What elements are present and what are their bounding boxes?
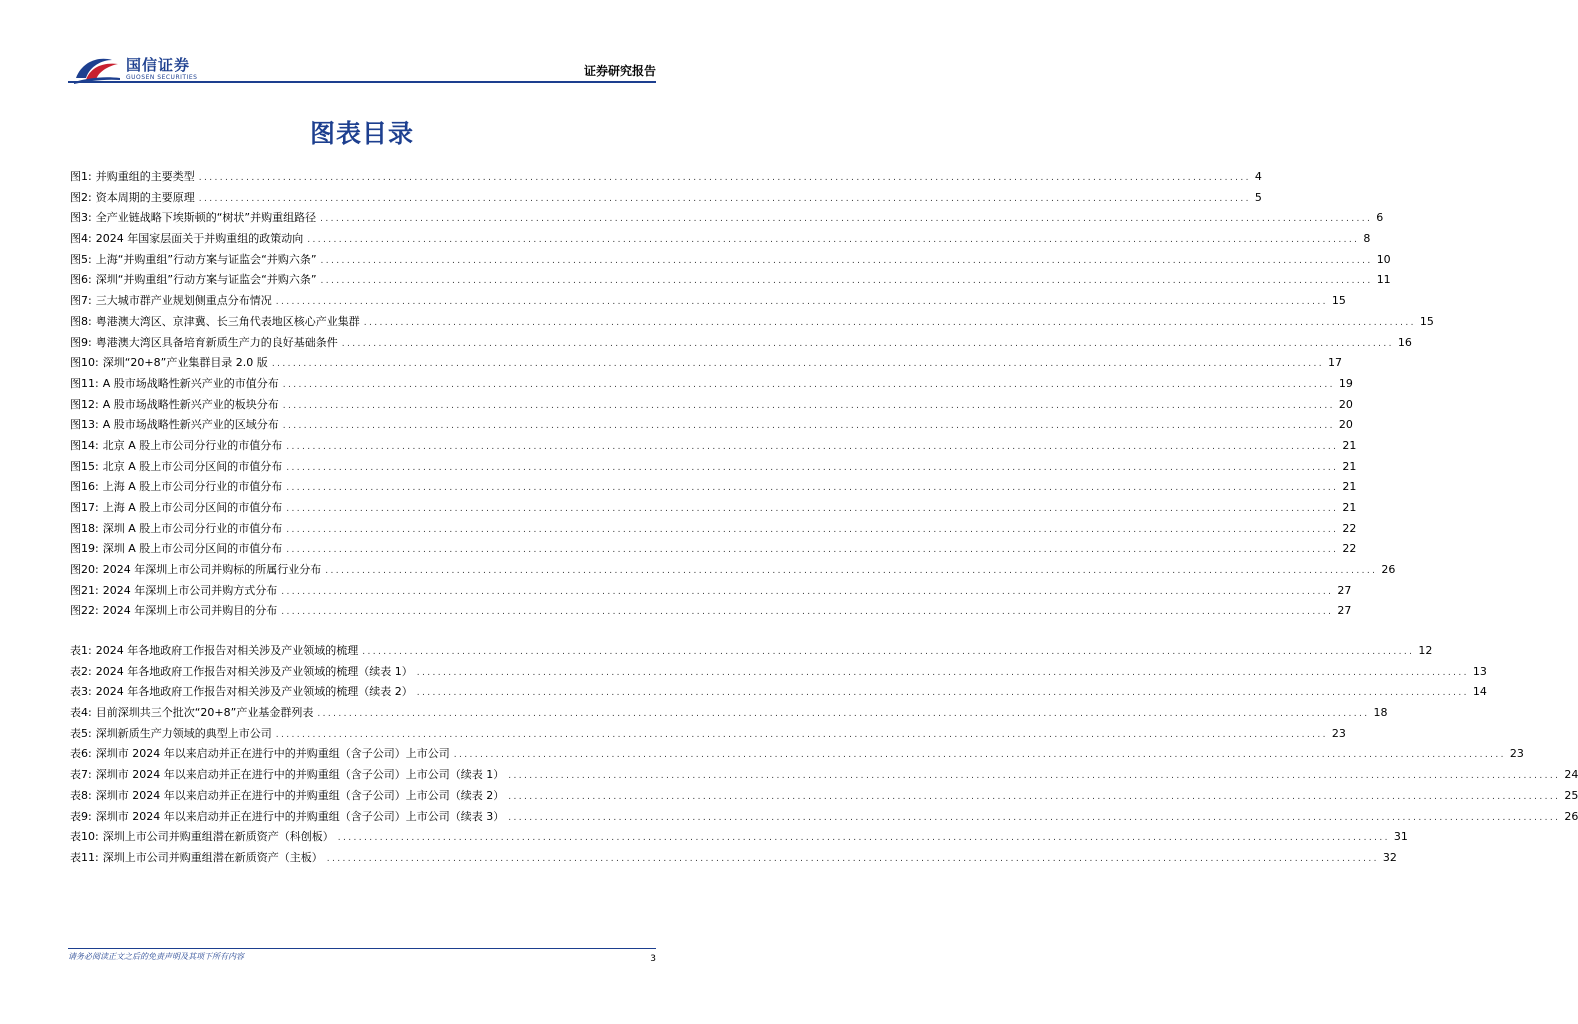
toc-leader-dots: ........................................................................................................................................................................................................ — [363, 317, 1416, 328]
page-header — [0, 0, 724, 90]
toc-leader-dots: ........................................................................................................................................................................................................ — [508, 791, 1561, 802]
figure-toc-entry[interactable] — [70, 271, 1391, 292]
toc-leader-dots: ........................................................................................................................................................................................................ — [198, 173, 1251, 183]
toc-entry-title: 2024 年国家层面关于并购重组的政策动向 — [95, 232, 304, 246]
toc-entry-page: 21 — [1342, 501, 1357, 514]
toc-entry-title: 北京 A 股上市公司分行业的市值分布 — [102, 438, 283, 452]
table-toc-entry[interactable] — [70, 808, 1578, 829]
toc-entry-label: 图7: — [70, 294, 92, 308]
toc-entry-title: 深圳市 2024 年以来启动并正在进行中的并购重组（含子公司）上市公司（续表 1） — [95, 768, 505, 782]
figure-toc-entry[interactable] — [70, 168, 1262, 189]
toc-entry-label: 图1: — [70, 170, 92, 183]
page-title: 图表目录 — [309, 119, 414, 148]
figure-toc-entry[interactable] — [70, 251, 1391, 272]
toc-leader-dots: ........................................................................................................................................................................................................ — [326, 853, 1379, 864]
toc-entry-page: 32 — [1382, 850, 1397, 864]
toc-leader-dots: ........................................................................................................................................................................................................ — [416, 688, 1469, 699]
toc-leader-dots: ........................................................................................................................................................................................................ — [286, 504, 1339, 514]
toc-entry-title: 2024 年深圳上市公司并购标的所属行业分布 — [102, 563, 322, 577]
toc-entry-label: 表6: — [70, 747, 92, 761]
toc-entry-title: 2024 年各地政府工作报告对相关涉及产业领域的梳理 — [95, 644, 359, 657]
toc-entry-label: 图9: — [70, 335, 92, 349]
toc-leader-dots: ........................................................................................................................................................................................................ — [281, 586, 1334, 597]
table-toc-entry[interactable] — [70, 663, 1487, 684]
toc-leader-dots: ........................................................................................................................................................................................................ — [317, 709, 1370, 720]
toc-entry-title: 上海 A 股上市公司分区间的市值分布 — [102, 501, 283, 514]
toc-entry-title: 深圳“并购重组”行动方案与证监会“并购六条” — [95, 273, 317, 287]
figure-toc-entry[interactable] — [70, 540, 1357, 561]
toc-entry-label: 图22: — [70, 604, 99, 618]
toc-entry-page: 20 — [1338, 397, 1353, 411]
toc-entry-page: 21 — [1342, 459, 1357, 473]
toc-entry-page: 10 — [1376, 252, 1391, 266]
toc-entry-label: 表5: — [70, 726, 92, 740]
toc-entry-title: 深圳市 2024 年以来启动并正在进行中的并购重组（含子公司）上市公司（续表 3） — [95, 809, 505, 823]
figure-toc-entry[interactable] — [70, 561, 1396, 582]
toc-entry-page: 18 — [1373, 706, 1388, 720]
toc-entry-label: 表9: — [70, 809, 92, 823]
toc-entry-label: 表10: — [70, 830, 99, 844]
toc-entry-page: 4 — [1254, 170, 1262, 183]
toc-entry-label: 图4: — [70, 232, 92, 246]
toc-leader-dots: ........................................................................................................................................................................................................ — [275, 729, 1328, 740]
toc-entry-title: 粤港澳大湾区具备培育新质生产力的良好基础条件 — [95, 335, 338, 349]
figure-toc-entry[interactable] — [70, 602, 1352, 623]
figure-toc-entry[interactable] — [70, 458, 1357, 479]
table-list — [70, 642, 1578, 870]
figure-toc-entry[interactable] — [70, 499, 1357, 520]
table-toc-entry[interactable] — [70, 766, 1578, 787]
toc-entry-label: 图19: — [70, 542, 99, 556]
table-toc-entry[interactable] — [70, 704, 1388, 725]
toc-entry-page: 13 — [1472, 664, 1487, 678]
figure-toc-entry[interactable] — [70, 520, 1357, 541]
table-toc-entry[interactable] — [70, 828, 1408, 849]
toc-entry-page: 6 — [1376, 211, 1384, 225]
table-toc-entry[interactable] — [70, 725, 1346, 746]
toc-entry-page: 27 — [1337, 583, 1352, 597]
logo-company-name-en: GUOSEN SECURITIES — [126, 74, 198, 81]
figure-toc-entry[interactable] — [70, 313, 1434, 334]
toc-leader-dots: ........................................................................................................................................................................................................ — [341, 338, 1394, 349]
toc-entry-label: 图10: — [70, 356, 99, 370]
toc-entry-page: 5 — [1254, 190, 1262, 204]
toc-leader-dots: ........................................................................................................................................................................................................ — [453, 750, 1506, 761]
toc-entry-label: 图21: — [70, 583, 99, 597]
figure-toc-entry[interactable] — [70, 209, 1384, 230]
toc-entry-page: 31 — [1393, 830, 1408, 844]
toc-entry-page: 23 — [1509, 747, 1524, 761]
toc-entry-label: 图6: — [70, 273, 92, 287]
toc-entry-label: 图13: — [70, 418, 99, 432]
toc-leader-dots: ........................................................................................................................................................................................................ — [281, 607, 1334, 618]
table-toc-entry[interactable] — [70, 683, 1487, 704]
toc-entry-title: A 股市场战略性新兴产业的区域分布 — [102, 418, 279, 432]
toc-entry-page: 11 — [1376, 273, 1391, 287]
toc-entry-label: 图8: — [70, 314, 92, 328]
toc-entry-title: 深圳“20+8”产业集群目录 2.0 版 — [102, 356, 268, 370]
toc-entry-label: 表4: — [70, 706, 92, 720]
toc-leader-dots: ........................................................................................................................................................................................................ — [275, 297, 1328, 308]
toc-leader-dots: ........................................................................................................................................................................................................ — [282, 379, 1335, 390]
toc-entry-title: 上海“并购重组”行动方案与证监会“并购六条” — [95, 252, 317, 266]
toc-leader-dots: ........................................................................................................................................................................................................ — [286, 462, 1339, 473]
toc-leader-dots: ........................................................................................................................................................................................................ — [271, 359, 1324, 370]
toc-entry-page: 27 — [1337, 604, 1352, 618]
toc-entry-title: 深圳市 2024 年以来启动并正在进行中的并购重组（含子公司）上市公司（续表 2） — [95, 788, 505, 802]
toc-leader-dots: ........................................................................................................................................................................................................ — [325, 566, 1378, 577]
toc-leader-dots: ........................................................................................................................................................................................................ — [320, 276, 1373, 287]
toc-entry-title: 资本周期的主要原理 — [95, 190, 195, 204]
toc-entry-title: A 股市场战略性新兴产业的市值分布 — [102, 376, 279, 390]
toc-leader-dots: ........................................................................................................................................................................................................ — [286, 441, 1339, 452]
toc-entry-title: 粤港澳大湾区、京津冀、长三角代表地区核心产业集群 — [95, 314, 360, 328]
toc-entry-title: 并购重组的主要类型 — [95, 170, 195, 183]
toc-entry-title: 2024 年深圳上市公司并购方式分布 — [102, 583, 278, 597]
toc-leader-dots: ........................................................................................................................................................................................................ — [286, 524, 1339, 535]
figure-toc-entry[interactable] — [70, 230, 1371, 251]
toc-entry-label: 图18: — [70, 521, 99, 535]
toc-entry-title: 深圳上市公司并购重组潜在新质资产（科创板） — [102, 830, 334, 844]
toc-entry-label: 图16: — [70, 480, 99, 494]
toc-entry-title: 目前深圳共三个批次“20+8”产业基金群列表 — [95, 706, 314, 720]
figure-toc-entry[interactable] — [70, 189, 1262, 210]
toc-entry-title: A 股市场战略性新兴产业的板块分布 — [102, 397, 279, 411]
figure-toc-entry[interactable] — [70, 582, 1352, 603]
toc-entry-label: 图14: — [70, 438, 99, 452]
toc-entry-page: 22 — [1342, 521, 1357, 535]
toc-leader-dots: ........................................................................................................................................................................................................ — [286, 545, 1339, 556]
toc-entry-title: 2024 年深圳上市公司并购目的分布 — [102, 604, 278, 618]
table-toc-entry[interactable] — [70, 849, 1397, 870]
toc-entry-page: 15 — [1419, 314, 1434, 328]
toc-leader-dots: ........................................................................................................................................................................................................ — [508, 771, 1561, 782]
toc-entry-label: 图12: — [70, 397, 99, 411]
toc-leader-dots: ........................................................................................................................................................................................................ — [416, 667, 1469, 678]
toc-entry-title: 深圳上市公司并购重组潜在新质资产（主板） — [102, 850, 323, 864]
toc-entry-page: 12 — [1418, 644, 1433, 657]
toc-entry-title: 深圳 A 股上市公司分行业的市值分布 — [102, 521, 283, 535]
toc-entry-page: 14 — [1472, 685, 1487, 699]
figure-toc-entry[interactable] — [70, 416, 1353, 437]
toc-entry-page: 26 — [1381, 563, 1396, 577]
footer-disclaimer: 请务必阅读正文之后的免责声明及其项下所有内容 — [68, 952, 244, 961]
toc-entry-label: 图20: — [70, 563, 99, 577]
toc-entry-title: 2024 年各地政府工作报告对相关涉及产业领域的梳理（续表 2） — [95, 685, 413, 699]
toc-entry-label: 表1: — [70, 644, 92, 657]
toc-entry-label: 表8: — [70, 788, 92, 802]
toc-entry-label: 图17: — [70, 501, 99, 514]
toc-entry-label: 图2: — [70, 190, 92, 204]
header-divider — [68, 81, 656, 83]
toc-entry-label: 图11: — [70, 376, 99, 390]
toc-entry-label: 表3: — [70, 685, 92, 699]
toc-entry-label: 图15: — [70, 459, 99, 473]
toc-leader-dots: ........................................................................................................................................................................................................ — [282, 421, 1335, 432]
toc-leader-dots: ........................................................................................................................................................................................................ — [320, 255, 1373, 266]
toc-entry-page: 16 — [1397, 335, 1412, 349]
toc-entry-page: 15 — [1331, 294, 1346, 308]
toc-entry-title: 2024 年各地政府工作报告对相关涉及产业领域的梳理（续表 1） — [95, 664, 413, 678]
toc-leader-dots: ........................................................................................................................................................................................................ — [286, 483, 1339, 494]
toc-entry-page: 20 — [1338, 418, 1353, 432]
figure-toc-entry[interactable] — [70, 437, 1357, 458]
table-toc-entry[interactable] — [70, 642, 1433, 663]
toc-leader-dots: ........................................................................................................................................................................................................ — [307, 235, 1360, 246]
logo-company-name: 国信证券 — [126, 56, 191, 74]
figure-toc-entry[interactable] — [70, 396, 1353, 417]
toc-entry-page: 25 — [1564, 788, 1578, 802]
toc-entry-label: 表2: — [70, 664, 92, 678]
toc-entry-title: 深圳新质生产力领域的典型上市公司 — [95, 726, 272, 740]
toc-entry-page: 24 — [1564, 768, 1578, 782]
toc-entry-page: 23 — [1331, 726, 1346, 740]
toc-entry-title: 全产业链战略下埃斯顿的“树状”并购重组路径 — [95, 211, 317, 225]
toc-leader-dots: ........................................................................................................................................................................................................ — [320, 214, 1373, 225]
figure-toc-entry[interactable] — [70, 292, 1346, 313]
toc-entry-title: 深圳市 2024 年以来启动并正在进行中的并购重组（含子公司）上市公司 — [95, 747, 450, 761]
toc-entry-title: 深圳 A 股上市公司分区间的市值分布 — [102, 542, 283, 556]
toc-leader-dots: ........................................................................................................................................................................................................ — [282, 400, 1335, 411]
figure-list — [70, 168, 1434, 623]
toc-entry-page: 21 — [1342, 438, 1357, 452]
toc-entry-page: 22 — [1342, 542, 1357, 556]
toc-entry-label: 图3: — [70, 211, 92, 225]
toc-leader-dots: ........................................................................................................................................................................................................ — [362, 647, 1415, 657]
toc-leader-dots: ........................................................................................................................................................................................................ — [337, 833, 1390, 844]
toc-entry-page: 26 — [1564, 809, 1578, 823]
footer-divider — [68, 948, 656, 949]
toc-entry-label: 表11: — [70, 850, 99, 864]
toc-entry-title: 北京 A 股上市公司分区间的市值分布 — [102, 459, 283, 473]
toc-leader-dots: ........................................................................................................................................................................................................ — [508, 812, 1561, 823]
figure-toc-entry[interactable] — [70, 334, 1412, 355]
page-number: 3 — [650, 954, 656, 964]
toc-entry-label: 图5: — [70, 252, 92, 266]
toc-entry-page: 17 — [1327, 356, 1342, 370]
table-toc-entry[interactable] — [70, 745, 1524, 766]
table-toc-entry[interactable] — [70, 787, 1578, 808]
report-type-label: 证券研究报告 — [583, 64, 656, 78]
toc-entry-title: 上海 A 股上市公司分行业的市值分布 — [102, 480, 283, 494]
figure-toc-entry[interactable] — [70, 354, 1342, 375]
toc-leader-dots: ........................................................................................................................................................................................................ — [198, 193, 1251, 204]
figure-toc-entry[interactable] — [70, 478, 1357, 499]
toc-entry-page: 19 — [1338, 376, 1353, 390]
toc-entry-page: 8 — [1363, 232, 1371, 246]
toc-entry-title: 三大城市群产业规划侧重点分布情况 — [95, 294, 272, 308]
figure-toc-entry[interactable] — [70, 375, 1353, 396]
toc-entry-page: 21 — [1342, 480, 1357, 494]
toc-entry-label: 表7: — [70, 768, 92, 782]
